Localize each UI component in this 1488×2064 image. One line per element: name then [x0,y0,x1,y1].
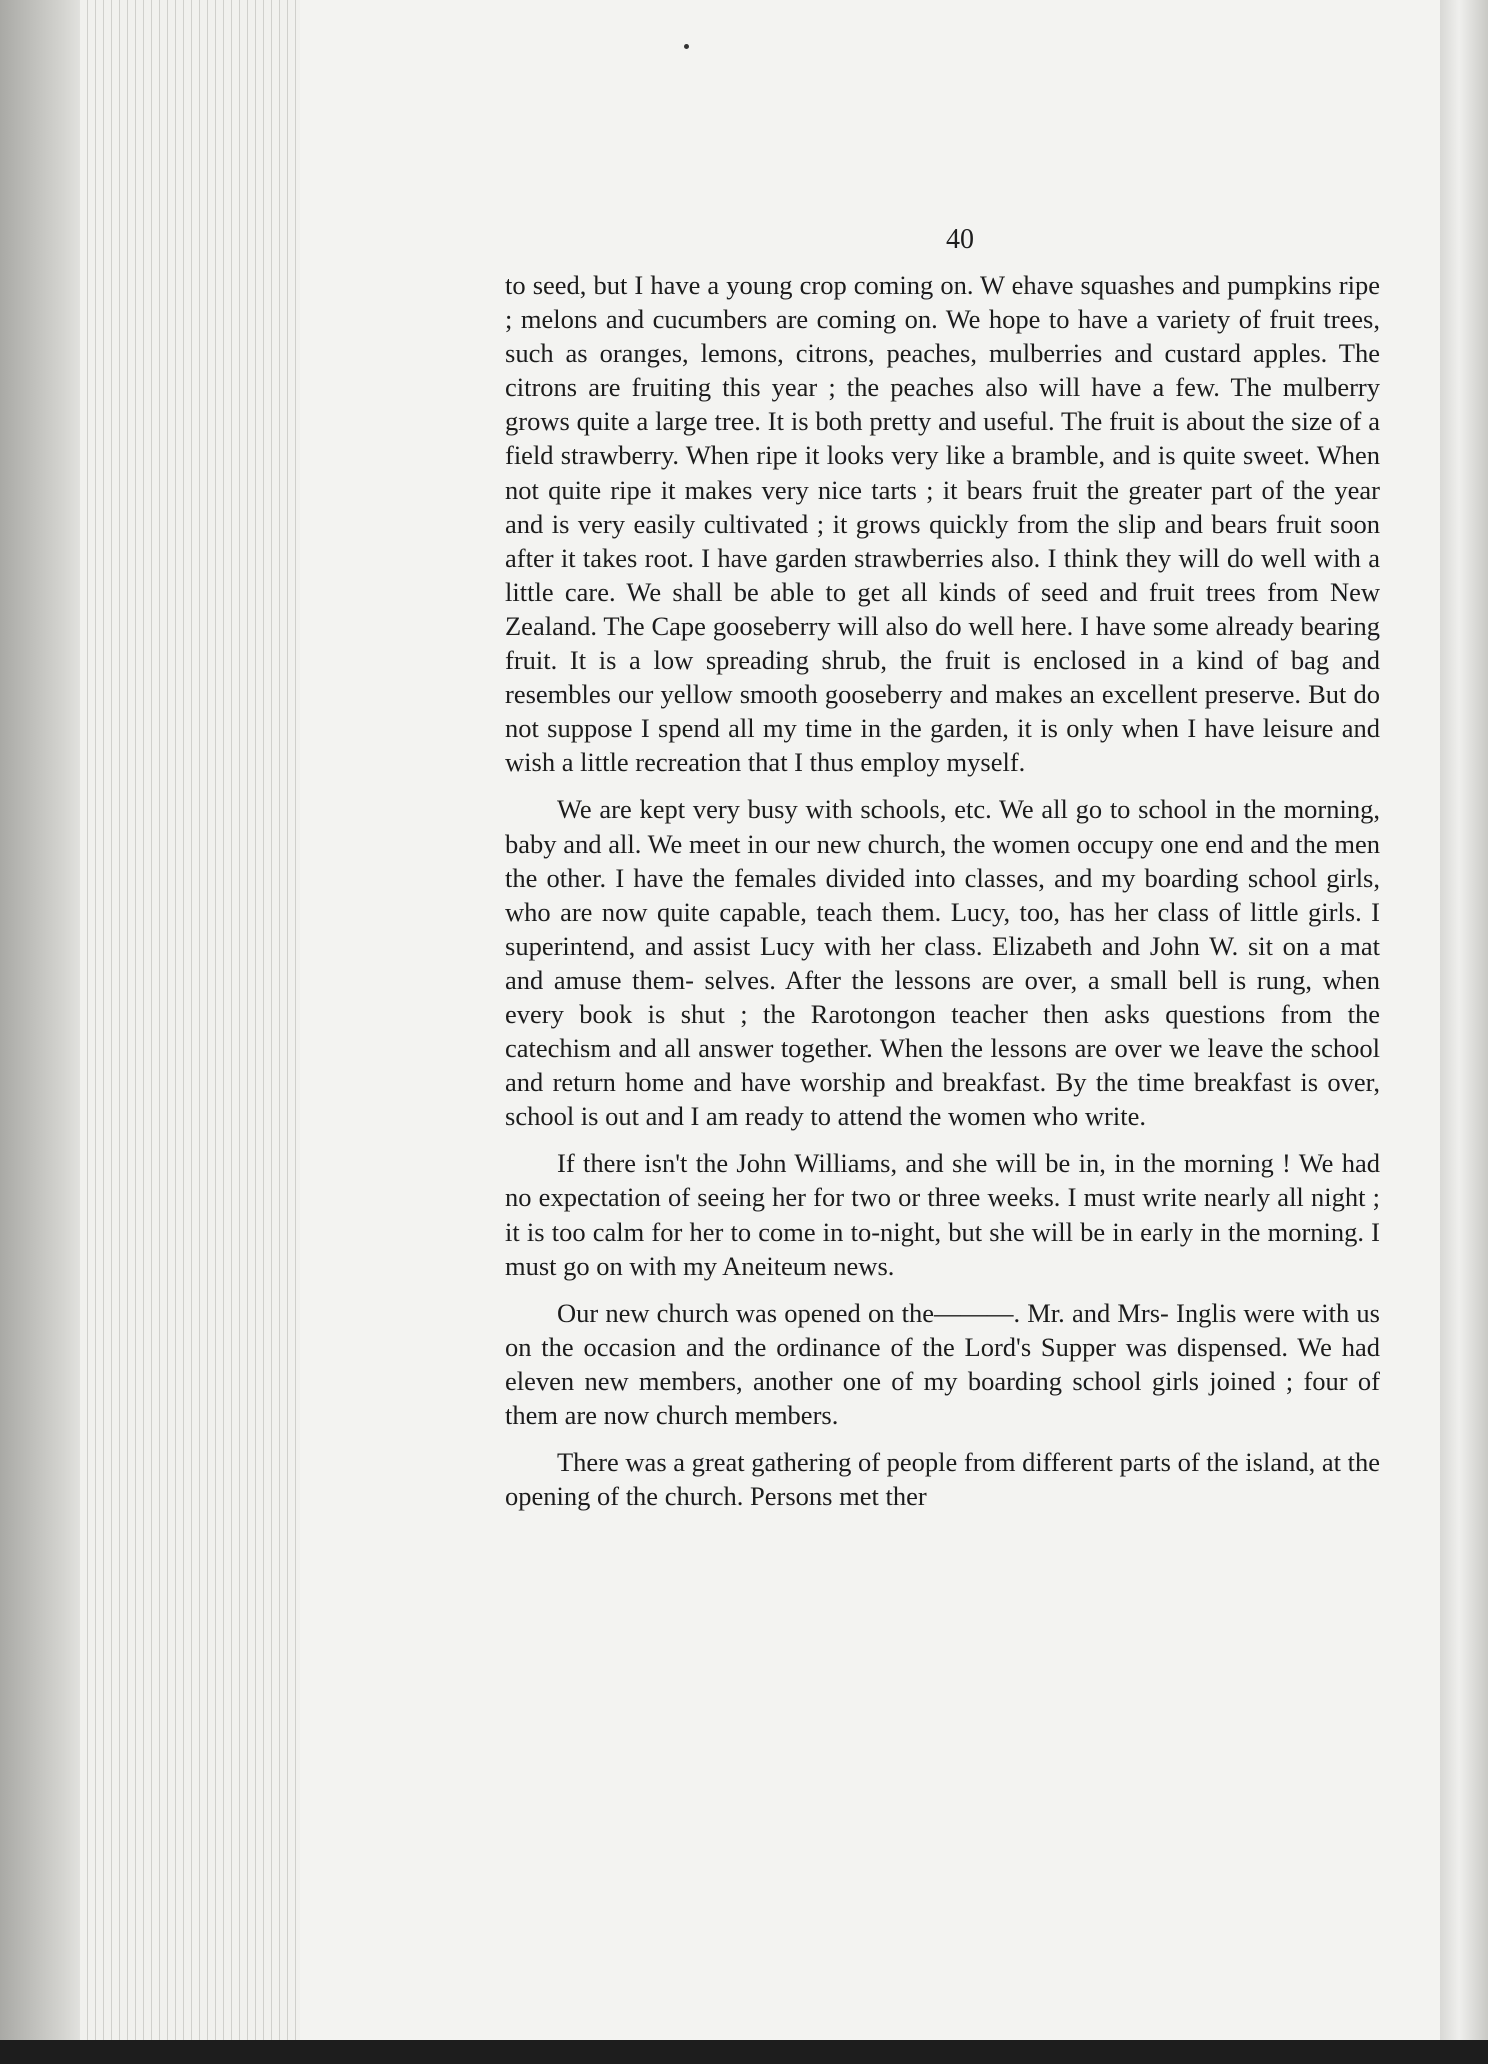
paragraph-schools: We are kept very busy with schools, etc. We all go to school in the morning, baby and all. We meet in our new church, the women occupy one end and the men the other. I have the females divided into classes, and my boarding school girls, who are now quite capable, teach them. Lucy, too, has her class of little girls. I superintend, and assist Lucy with her class. Elizabeth and John W. sit on a mat and amuse them- selves. After the lessons are over, a small bell is rung, when every book is shut ; the Rarotongon teacher then asks questions from the catechism and all answer together. When the lessons are over we leave the school and return home and have worship and breakfast. By the time breakfast is over, school is out and I am ready to attend the women who write. [505,794,1380,1132]
page-edges-stack [80,0,317,2040]
scan-bottom-border [0,2040,1488,2064]
ink-speck [684,44,689,49]
paragraph-church-opening: Our new church was opened on the———. Mr. and Mrs- Inglis were with us on the occasion and the ordinance of the Lord's Supper was dispensed. We had eleven new members, another one of my boarding school girls joined ; four of them are now church members. [505,1297,1380,1430]
right-page-edge [1440,0,1488,2064]
binding-shadow [0,0,90,2064]
body-text [505,268,1380,1526]
paragraph-gathering: There was a great gathering of people from different parts of the island, at the opening of the church. Persons met ther [505,1447,1380,1512]
page-number: 40 [946,224,974,255]
paragraph-john-williams: If there isn't the John Williams, and she will be in, in the morning ! We had no expectation of seeing her for two or three weeks. I must write nearly all night ; it is too calm for her to come in to-night, but she will be in early in the morning. I must go on with my Aneiteum news. [505,1148,1380,1281]
paragraph-garden: to seed, but I have a young crop coming on. W ehave squashes and pumpkins ripe ; melons and cucumbers are coming on. We hope to have a variety of fruit trees, such as oranges, lemons, citrons, peaches, mulberries and custard apples. The citrons are fruiting this year ; the peaches also will have a few. The mulberry grows quite a large tree. It is both pretty and useful. The fruit is about the size of a field strawberry. When ripe it looks very like a bramble, and is quite sweet. When not quite ripe it makes very nice tarts ; it bears fruit the greater part of the year and is very easily cultivated ; it grows quickly from the slip and bears fruit soon after it takes root. I have garden strawberries also. I think they will do well with a little care. We shall be able to get all kinds of seed and fruit trees from New Zealand. The Cape gooseberry will also do well here. I have some already bearing fruit. It is a low spreading shrub, the fruit is enclosed in a kind of bag and resembles our yellow smooth gooseberry and makes an excellent preserve. But do not suppose I spend all my time in the garden, it is only when I have leisure and wish a little recreation that I thus employ myself. [505,270,1380,778]
